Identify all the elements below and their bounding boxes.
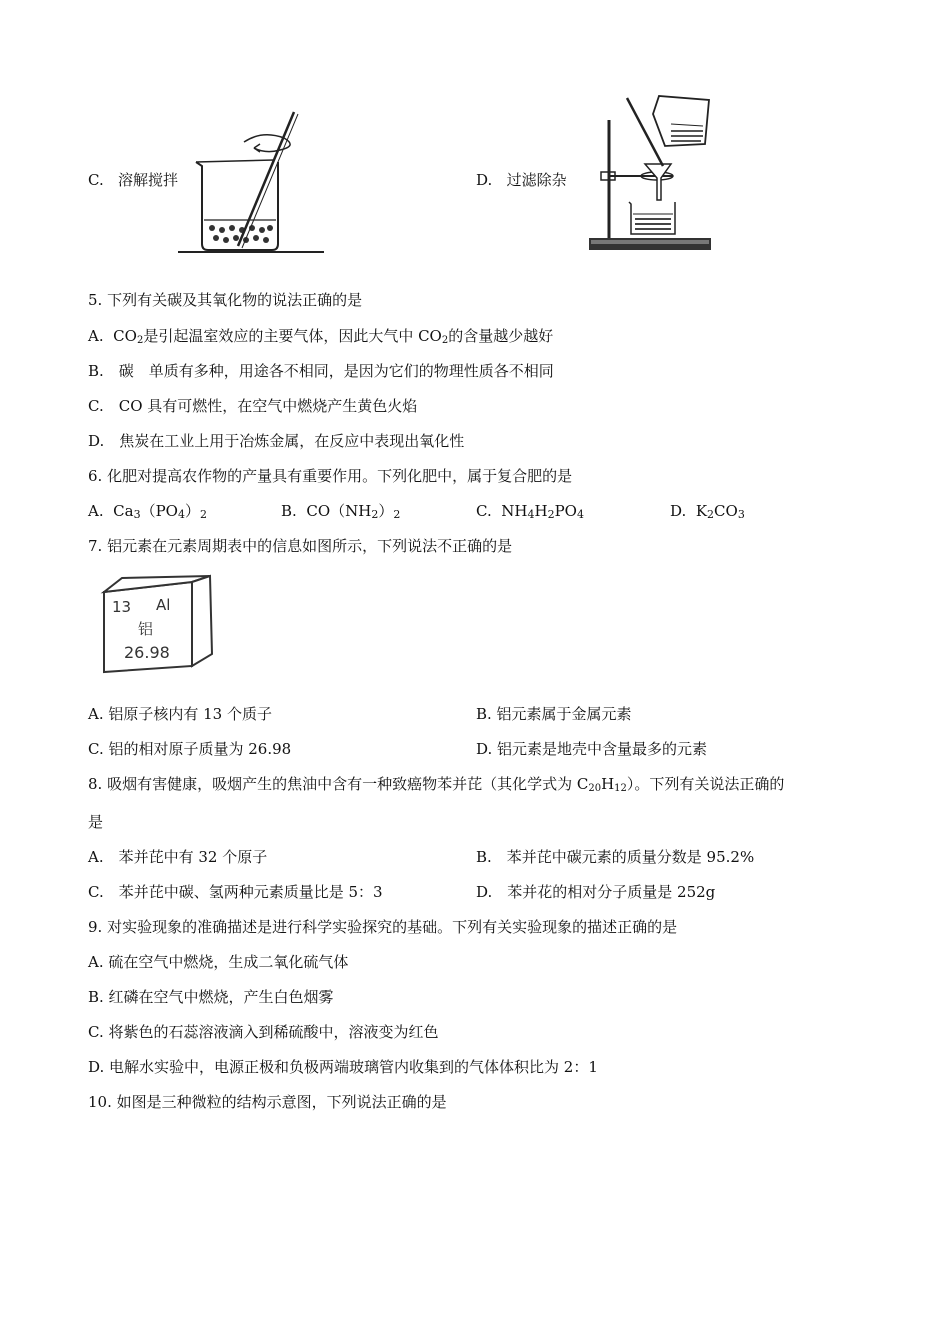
q5-option-d: D. 焦炭在工业上用于冶炼金属，在反应中表现出氧化性	[88, 432, 465, 450]
q5-a-mid: 是引起温室效应的主要气体，因此大气中 CO	[143, 327, 442, 345]
q6-a-sub3: 2	[199, 508, 207, 521]
q5-a-co2: CO	[113, 327, 137, 345]
q7-stem: 7. 铝元素在元素周期表中的信息如图所示，下列说法不正确的是	[88, 537, 513, 555]
q6-c-sub3: 4	[576, 508, 584, 521]
q5-option-c: C. CO 具有可燃性，在空气中燃烧产生黄色火焰	[88, 397, 418, 415]
q7-option-b: B. 铝元素属于金属元素	[476, 705, 632, 723]
q5-a-post: 的含量越少越好	[448, 327, 554, 345]
q5-stem: 5. 下列有关碳及其氧化物的说法正确的是	[88, 291, 363, 309]
beaker-stirring-figure	[176, 108, 326, 258]
q9-option-c: C. 将紫色的石蕊溶液滴入到稀硫酸中，溶液变为红色	[88, 1023, 439, 1041]
q9-option-b: B. 红磷在空气中燃烧，产生白色烟雾	[88, 988, 334, 1006]
q4-option-c	[88, 170, 178, 190]
q9-option-a: A. 硫在空气中燃烧，生成二氧化硫气体	[88, 953, 349, 971]
q4-option-c-text: 溶解搅拌	[118, 171, 179, 189]
q5-a-sub1: 2	[136, 335, 144, 346]
q6-option-b-label: B.	[281, 502, 297, 520]
q6-option-c-label: C.	[476, 502, 492, 520]
q8-option-c: C. 苯并芘中碳、氢两种元素质量比是 5：3	[88, 883, 383, 901]
q6-option-b	[281, 501, 400, 521]
q7-option-d: D. 铝元素是地壳中含量最多的元素	[476, 740, 708, 758]
q9-option-d: D. 电解水实验中，电源正极和负极两端玻璃管内收集到的气体体积比为 2：1	[88, 1058, 598, 1076]
q6-b-part2: ）	[378, 502, 394, 520]
q8-stem-sub2: 12	[614, 783, 627, 794]
q6-c-sub1: 4	[527, 508, 535, 521]
q4-option-d-label: D.	[476, 171, 493, 189]
tile-symbol: Al	[156, 596, 171, 614]
q9-stem: 9. 对实验现象的准确描述是进行科学实验探究的基础。下列有关实验现象的描述正确的是	[88, 918, 678, 936]
q6-d-sub2: 3	[737, 508, 745, 521]
q8-option-d: D. 苯并花的相对分子质量是 252g	[476, 883, 716, 901]
q6-b-sub2: 2	[393, 508, 401, 521]
q5-option-b: B. 碳 单质有多种，用途各不相同，是因为它们的物理性质各不相同	[88, 362, 554, 380]
q8-option-b: B. 苯并芘中碳元素的质量分数是 95.2%	[476, 848, 755, 866]
q6-b-sub1: 2	[371, 508, 379, 521]
q10-stem: 10. 如图是三种微粒的结构示意图，下列说法正确的是	[88, 1093, 447, 1111]
q8-stem-continued: 是	[88, 813, 104, 831]
q6-d-part1: K	[695, 502, 708, 520]
q8-option-a: A. 苯并芘中有 32 个原子	[88, 848, 268, 866]
q6-c-sub2: 2	[547, 508, 555, 521]
q5-option-a	[88, 326, 553, 346]
aluminum-element-tile	[100, 576, 216, 676]
q8-stem-part2: H	[601, 775, 615, 793]
q4-option-c-label: C.	[88, 171, 104, 189]
q7-option-a: A. 铝原子核内有 13 个质子	[88, 705, 272, 723]
q6-c-part3: PO	[554, 502, 577, 520]
q6-d-sub1: 2	[707, 508, 715, 521]
q5-option-a-label: A.	[88, 327, 104, 345]
q6-c-part1: NH	[501, 502, 528, 520]
q6-c-part2: H	[534, 502, 548, 520]
q6-d-part2: CO	[714, 502, 738, 520]
q6-option-a	[88, 501, 207, 521]
q8-stem-part1: 8. 吸烟有害健康，吸烟产生的焦油中含有一种致癌物苯并芘（其化学式为 C	[88, 775, 589, 793]
q8-stem-part3: ）。下列有关说法正确的	[626, 775, 785, 793]
q8-stem-sub1: 20	[588, 783, 602, 794]
q6-option-c	[476, 501, 584, 521]
tile-element-name: 铝	[138, 620, 154, 638]
q8-stem	[88, 774, 784, 794]
q6-b-part1: CO（NH	[306, 502, 372, 520]
q6-stem: 6. 化肥对提高农作物的产量具有重要作用。下列化肥中，属于复合肥的是	[88, 467, 573, 485]
q5-a-sub2: 2	[441, 335, 449, 346]
q7-option-c: C. 铝的相对原子质量为 26.98	[88, 740, 292, 758]
q6-option-d-label: D.	[670, 502, 687, 520]
q6-a-part3: ）	[184, 502, 200, 520]
tile-atomic-number: 13	[112, 598, 132, 616]
q6-option-d	[670, 501, 745, 521]
q4-option-d	[476, 170, 567, 190]
q4-option-d-text: 过滤除杂	[506, 171, 567, 189]
filtration-figure	[585, 92, 735, 257]
q6-a-part1: Ca	[113, 502, 134, 520]
q6-a-sub2: 4	[177, 508, 185, 521]
q6-a-sub1: 3	[133, 508, 141, 521]
q6-a-part2: （PO	[140, 502, 178, 520]
tile-atomic-mass: 26.98	[124, 643, 170, 662]
q6-option-a-label: A.	[88, 502, 104, 520]
